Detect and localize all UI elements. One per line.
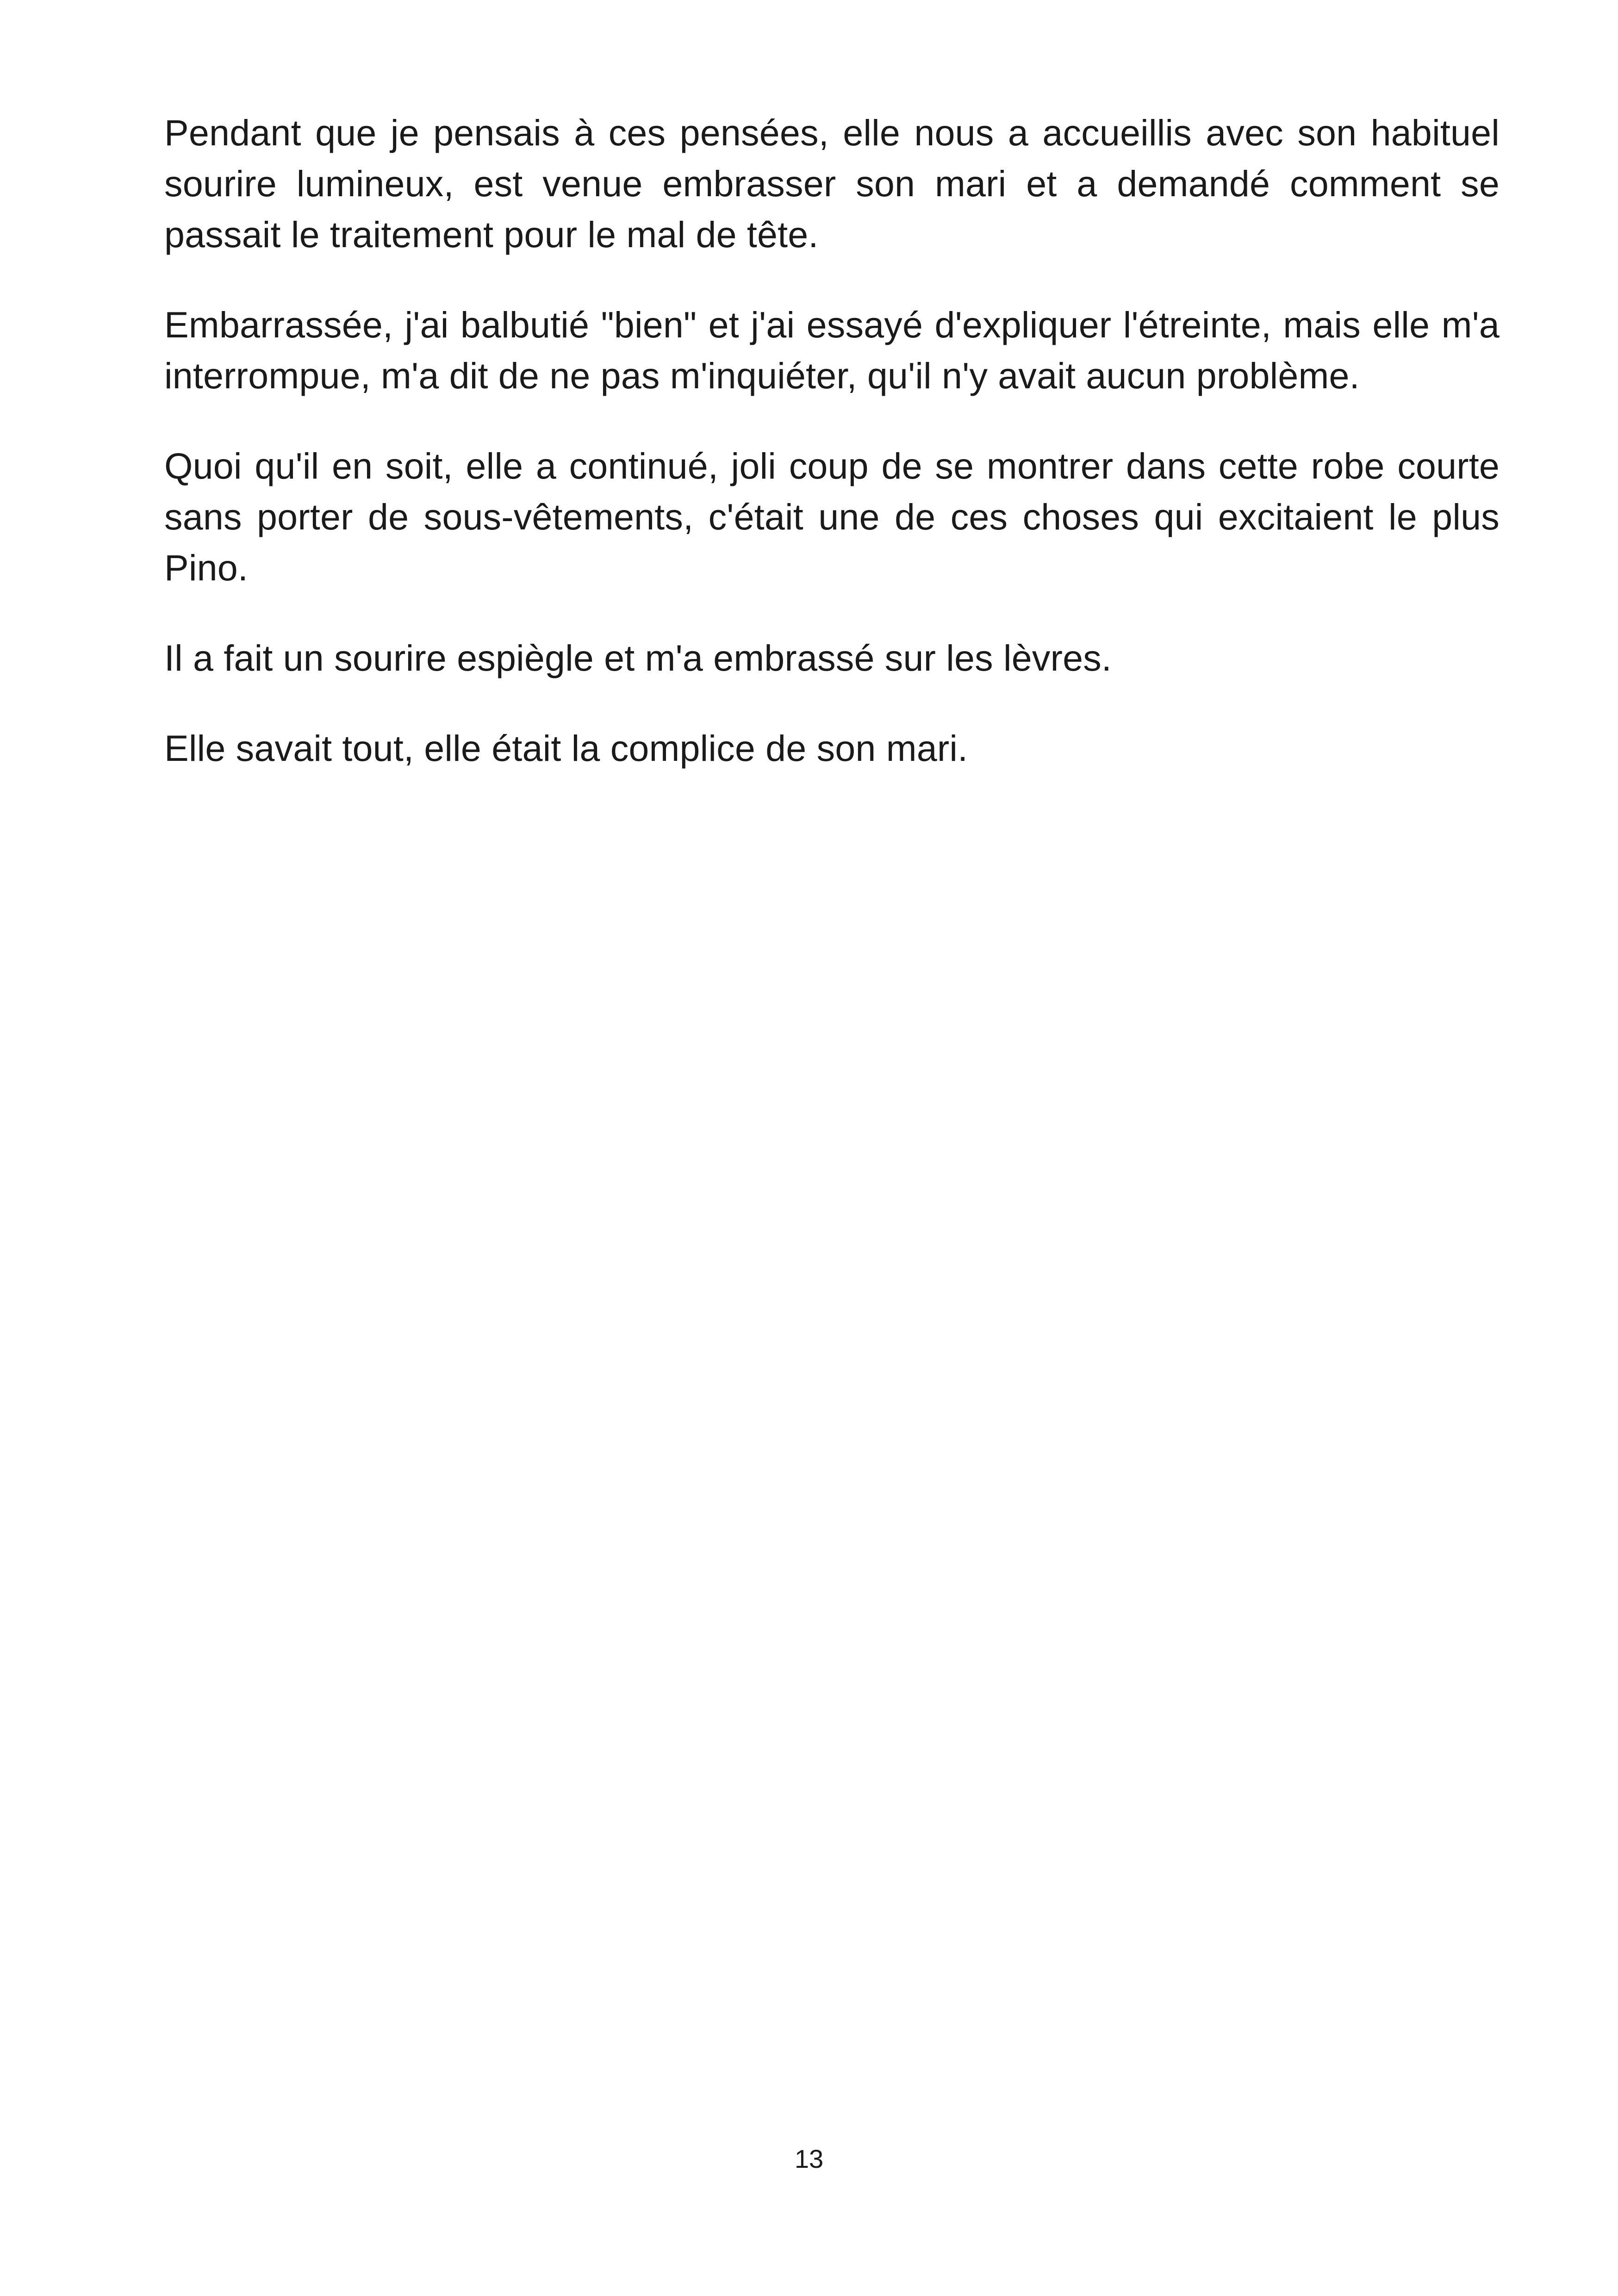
paragraph-2: Embarrassée, j'ai balbutié "bien" et j'ai essayé d'expliquer l'étreinte, mais elle m'a interrompue, m'a dit de ne pas m'inquiéter, qu'il n'y avait aucun problème. bbox=[164, 304, 1500, 396]
paragraph-4: Il a fait un sourire espiègle et m'a embrassé sur les lèvres. bbox=[164, 637, 1112, 678]
paragraph-3: Quoi qu'il en soit, elle a continué, joli coup de se montrer dans cette robe courte sans porter de sous-vêtements, c'était une de ces choses qui excitaient le plus Pino. bbox=[164, 445, 1500, 588]
paragraph-1: Pendant que je pensais à ces pensées, elle nous a accueillis avec son habituel sourire lumineux, est venue embrasser son mari et a demandé comment se passait le traitement pour le mal de tête. bbox=[164, 112, 1500, 255]
body-text bbox=[164, 107, 1500, 813]
paragraph-5: Elle savait tout, elle était la complice de son mari. bbox=[164, 728, 968, 769]
page-number: 13 bbox=[794, 2144, 824, 2173]
